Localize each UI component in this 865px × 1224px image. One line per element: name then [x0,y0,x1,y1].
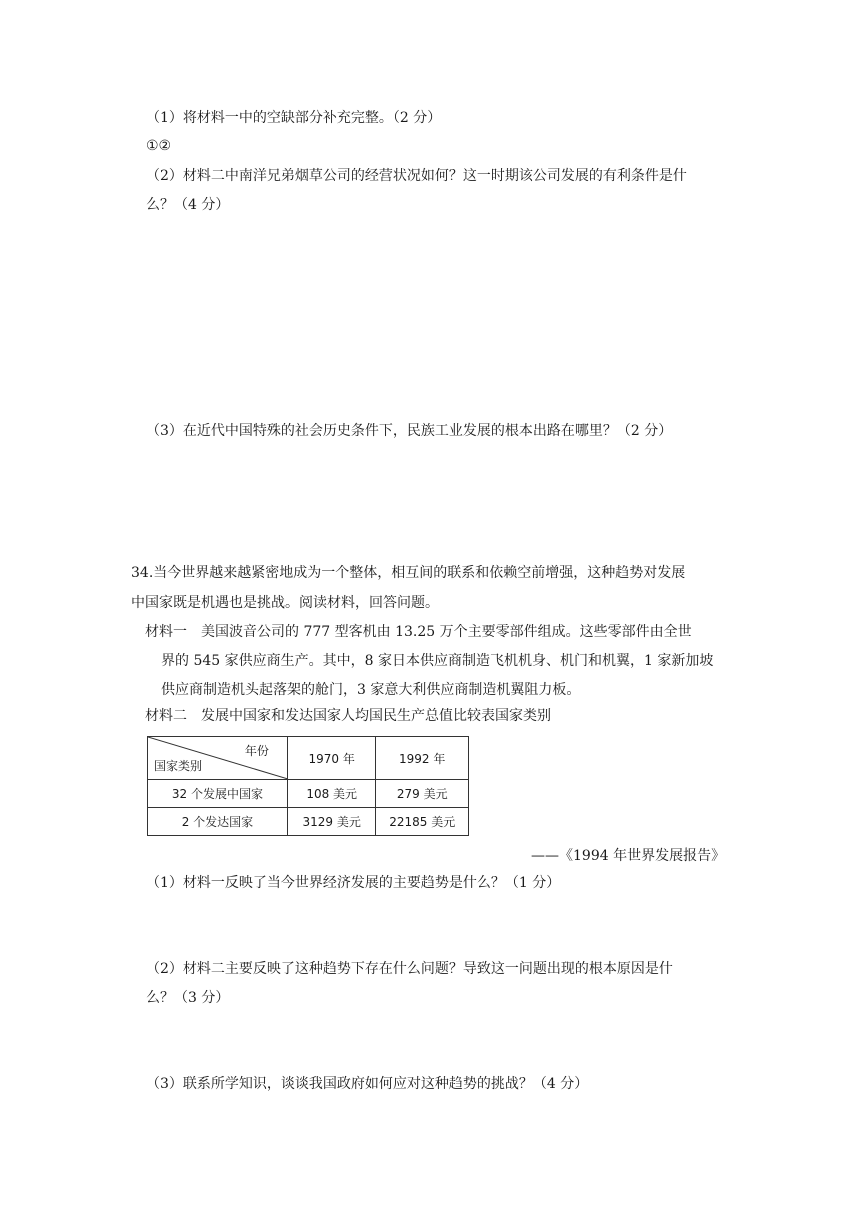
material-1-line1: 材料一 美国波音公司的 777 型客机由 13.25 万个主要零部件组成。这些零部件由全世 [145,624,692,640]
row-label: 32 个发展中国家 [148,780,288,808]
material-1-line2: 界的 545 家供应商生产。其中，8 家日本供应商制造飞机机身、机门和机翼，1 家新加坡 [161,653,714,669]
header-1970: 1970 年 [287,737,376,780]
table-diagonal-header [148,737,288,780]
table-row [148,808,469,836]
question-34-intro-line1: 34.当今世界越来越紧密地成为一个整体，相互间的联系和依赖空前增强，这种趋势对发展 [131,565,686,581]
question-33-2-line1: （2）材料二中南洋兄弟烟草公司的经营状况如何？这一时期该公司发展的有利条件是什 [146,168,687,184]
cell-value: 108 美元 [287,780,376,808]
material-2-title: 材料二 发展中国家和发达国家人均国民生产总值比较表国家类别 [145,708,551,724]
gnp-comparison-table [147,736,469,836]
question-34-2-line2: 么？（3 分） [146,990,230,1006]
cell-value: 22185 美元 [376,808,469,836]
cell-value: 3129 美元 [287,808,376,836]
question-34-1: （1）材料一反映了当今世界经济发展的主要趋势是什么？（1 分） [146,875,561,891]
material-1-line3: 供应商制造机头起落架的舱门，3 家意大利供应商制造机翼阻力板。 [161,682,581,698]
header-year-label: 年份 [244,744,269,758]
header-1992: 1992 年 [376,737,469,780]
question-33-2-line2: 么？（4 分） [146,197,230,213]
question-34-2-line1: （2）材料二主要反映了这种趋势下存在什么问题？导致这一问题出现的根本原因是什 [146,961,673,977]
cell-value: 279 美元 [376,780,469,808]
source-citation: ——《1994 年世界发展报告》 [531,848,726,864]
table-row [148,780,469,808]
question-34-intro-line2: 中国家既是机遇也是挑战。阅读材料，回答问题。 [131,595,439,611]
header-category-label: 国家类别 [154,759,203,773]
answer-blanks: ①② [146,138,172,154]
question-34-3: （3）联系所学知识，谈谈我国政府如何应对这种趋势的挑战？（4 分） [146,1076,589,1092]
question-33-3: （3）在近代中国特殊的社会历史条件下，民族工业发展的根本出路在哪里？（2 分） [146,423,673,439]
question-33-1: （1）将材料一中的空缺部分补充完整。（2 分） [146,110,442,126]
row-label: 2 个发达国家 [148,808,288,836]
